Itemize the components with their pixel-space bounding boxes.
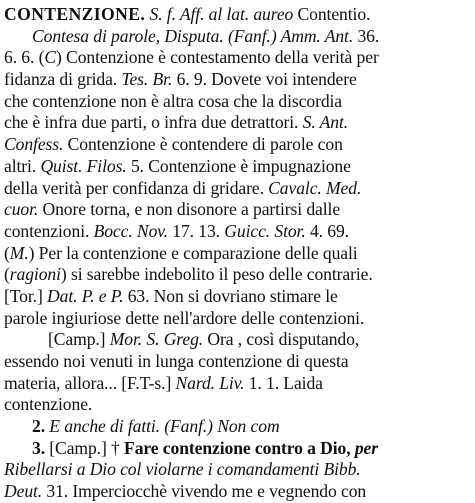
text-segment: Quist. Filos. [40,155,127,176]
text-segment: Contesa di parole, Disputa. (Fanf.) Amm. Ant. [32,25,354,46]
text-segment: Deut. [4,481,43,502]
dictionary-entry [4,4,471,503]
text-segment: ) si sarebbe indebolito il peso delle contrarie. [60,264,373,285]
text-segment: Ora , così disputando, [203,329,360,350]
text-segment: 2. [32,416,50,437]
text-segment: M. [9,242,29,263]
text-segment: S. f. Aff. al lat. aureo [149,4,294,24]
text-segment: 6. 6. ( [4,47,45,68]
text-segment: Confess. [4,134,64,155]
text-segment: Contenzione è contendere di parole con [63,134,343,155]
text-segment: 63. Non si dovriano stimare le [123,285,338,306]
text-segment: che è infra due parti, o infra due detrattori. [4,112,303,133]
text-line [4,156,471,178]
text-line [4,459,471,481]
text-segment: 1. 1. Laida [244,372,323,393]
text-line [4,47,471,69]
text-segment: ( [4,264,10,285]
text-segment: C [44,47,56,68]
text-segment: Ribellarsi a Dio col violarne i comandamenti Bibb. [4,459,361,480]
text-segment: [Camp.] [48,329,110,350]
text-line [4,394,471,416]
text-segment: E anche di fatti. (Fanf.) Non com [49,416,280,437]
text-segment: [Tor.] [4,285,48,306]
text-segment: 36. [353,25,380,46]
text-segment: 4. 69. [305,220,349,241]
text-segment: Contentio. [293,4,371,24]
text-line [4,264,471,286]
text-line [4,178,471,200]
text-line [4,308,471,330]
text-line [4,243,471,265]
text-segment: [Camp.] † [49,437,125,458]
text-segment: cuor. [4,199,39,220]
text-segment: Tes. Br. [121,69,173,90]
text-segment: altri. [4,155,41,176]
text-line [4,329,471,351]
text-segment: ) Contenzione è contestamento della verità per [56,47,379,68]
text-segment: Onore torna, e non disonore a partirsi dalle [38,199,341,220]
text-line [4,199,471,221]
text-segment: Bocc. Nov. [93,220,168,241]
text-segment: della verità per confidanza di gridare. [4,177,269,198]
text-line [4,373,471,395]
text-segment: per [354,437,379,458]
text-segment: ) Per la contenzione e comparazione delle quali [28,242,358,263]
text-segment: 5. Contenzione è impugnazione [126,155,351,176]
text-segment: Mor. S. Greg. [109,329,204,350]
text-segment: Guicc. Stor. [224,220,306,241]
text-line [4,69,471,91]
text-segment: Cavalc. Med. [268,177,362,198]
text-line [4,91,471,113]
text-segment: essendo noi venuti in lunga contenzione di questa [4,351,349,371]
text-line [4,134,471,156]
text-line [4,481,471,503]
headword: CONTENZIONE. [4,4,146,24]
text-segment: materia, allora... [F.T-s.] [4,372,176,393]
text-line [4,221,471,243]
text-line [4,26,471,48]
text-segment: parole ingiuriose dette nell'ardore delle contenzioni. [4,307,365,328]
text-line [4,416,471,438]
text-line [4,438,471,460]
text-segment: Nard. Liv. [175,372,245,393]
text-segment: Dat. P. e P. [47,285,124,306]
text-segment: ( [4,242,10,263]
text-segment: fidanza di grida. [4,69,122,90]
text-line [4,112,471,134]
text-segment: ragioni [9,264,61,285]
text-segment: S. Ant. [302,112,349,133]
text-line [4,351,471,373]
text-line [4,4,471,26]
text-segment: 31. Imperciocchè vivendo me e vegnendo con [42,481,367,502]
text-segment: contenzione. [4,394,93,415]
text-segment: 3. [32,437,50,458]
text-segment: contenzioni. [4,220,94,241]
text-segment: 6. 9. Dovete voi intendere [172,69,357,90]
text-segment: Fare contenzione contro a Dio, [124,437,351,458]
text-segment: che contenzione non è altra cosa che la discordia [4,90,343,111]
text-line [4,286,471,308]
text-segment: 17. 13. [167,220,225,241]
